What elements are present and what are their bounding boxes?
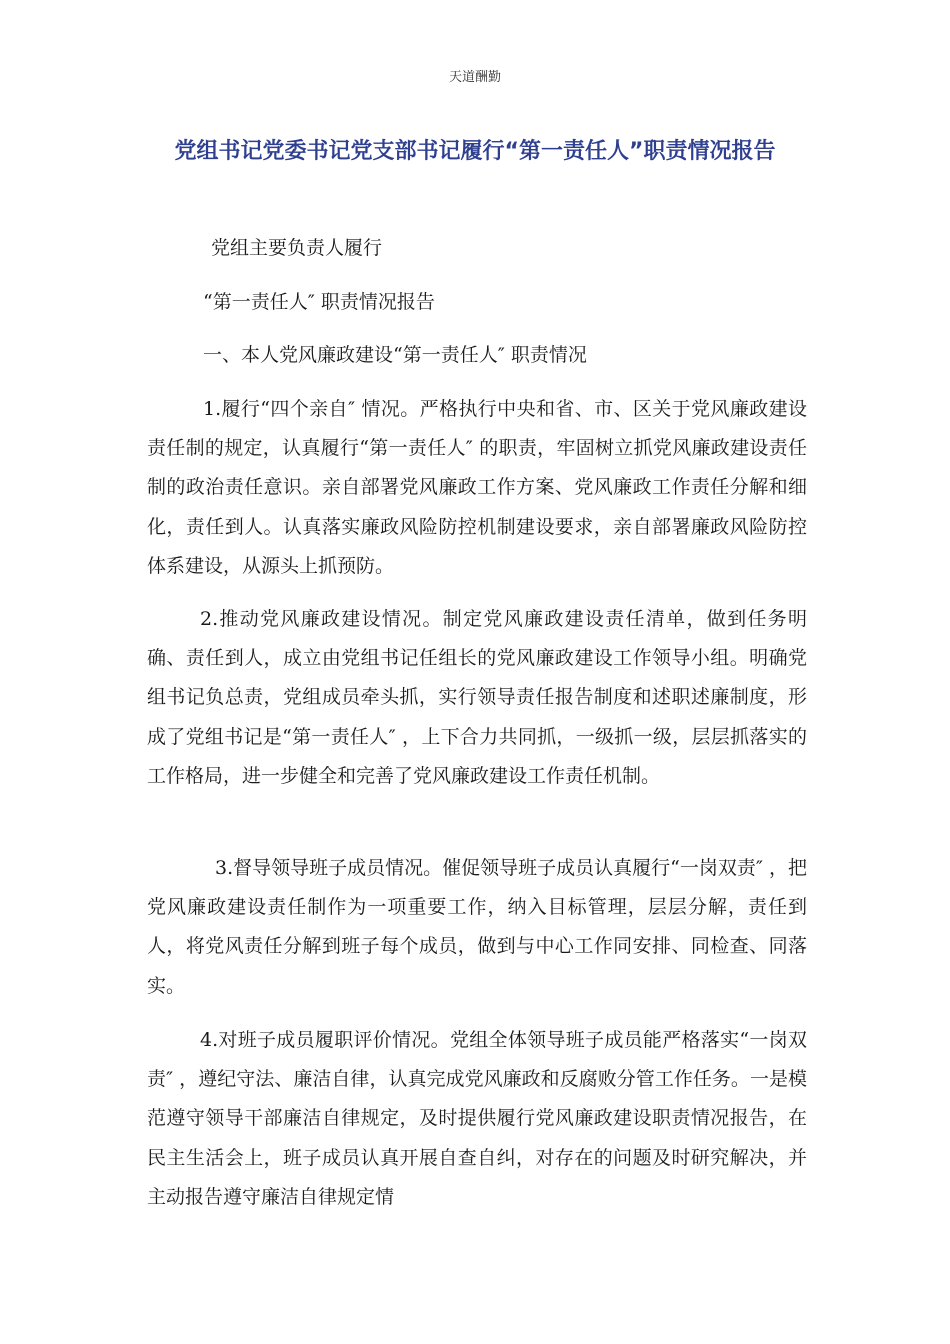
paragraph-3: 3.督导领导班子成员情况。催促领导班子成员认真履行“一岗双责″ ，把党风廉政建设责任制作为一项重要工作，纳入目标管理，层层分解，责任到人，将党风责任分解到班子每个成员，做到与中心工作同安排、同检查、同落实。 [147, 857, 807, 997]
document-title: 党组书记党委书记党支部书记履行“第一责任人”职责情况报告 [174, 139, 776, 164]
section-heading: 一、本人党风廉政建设“第一责任人″ 职责情况 [203, 344, 587, 366]
paragraph-1: 1.履行“四个亲自″ 情况。严格执行中央和省、市、区关于党风廉政建设责任制的规定，认真履行“第一责任人″ 的职责，牢固树立抓党风廉政建设责任制的政治责任意识。亲自部署党风廉政工作方案、党风廉政工作责任分解和细化，责任到人。认真落实廉政风险防控机制建设要求，亲自部署廉政风险防控体系建设，从源头上抓预防。 [147, 398, 807, 577]
paragraph-4: 4.对班子成员履职评价情况。党组全体领导班子成员能严格落实“一岗双责″ ，遵纪守法、廉洁自律，认真完成党风廉政和反腐败分管工作任务。一是模范遵守领导干部廉洁自律规定，及时提供履行党风廉政建设职责情况报告，在民主生活会上，班子成员认真开展自查自纠，对存在的问题及时研究解决，并主动报告遵守廉洁自律规定情 [147, 1029, 807, 1208]
page-header: 天道酬勤 [448, 70, 501, 85]
paragraph-2: 2.推动党风廉政建设情况。制定党风廉政建设责任清单，做到任务明确、责任到人，成立由党组书记任组长的党风廉政建设工作领导小组。明确党组书记负总责，党组成员牵头抓，实行领导责任报告制度和述职述廉制度，形成了党组书记是“第一责任人″ ，上下合力共同抓，一级抓一级，层层抓落实的工作格局，进一步健全和完善了党风廉政建设工作责任机制。 [147, 608, 807, 787]
subtitle-line-2: “第一责任人″ 职责情况报告 [203, 291, 435, 313]
subtitle-line-1: 党组主要负责人履行 [211, 237, 383, 259]
